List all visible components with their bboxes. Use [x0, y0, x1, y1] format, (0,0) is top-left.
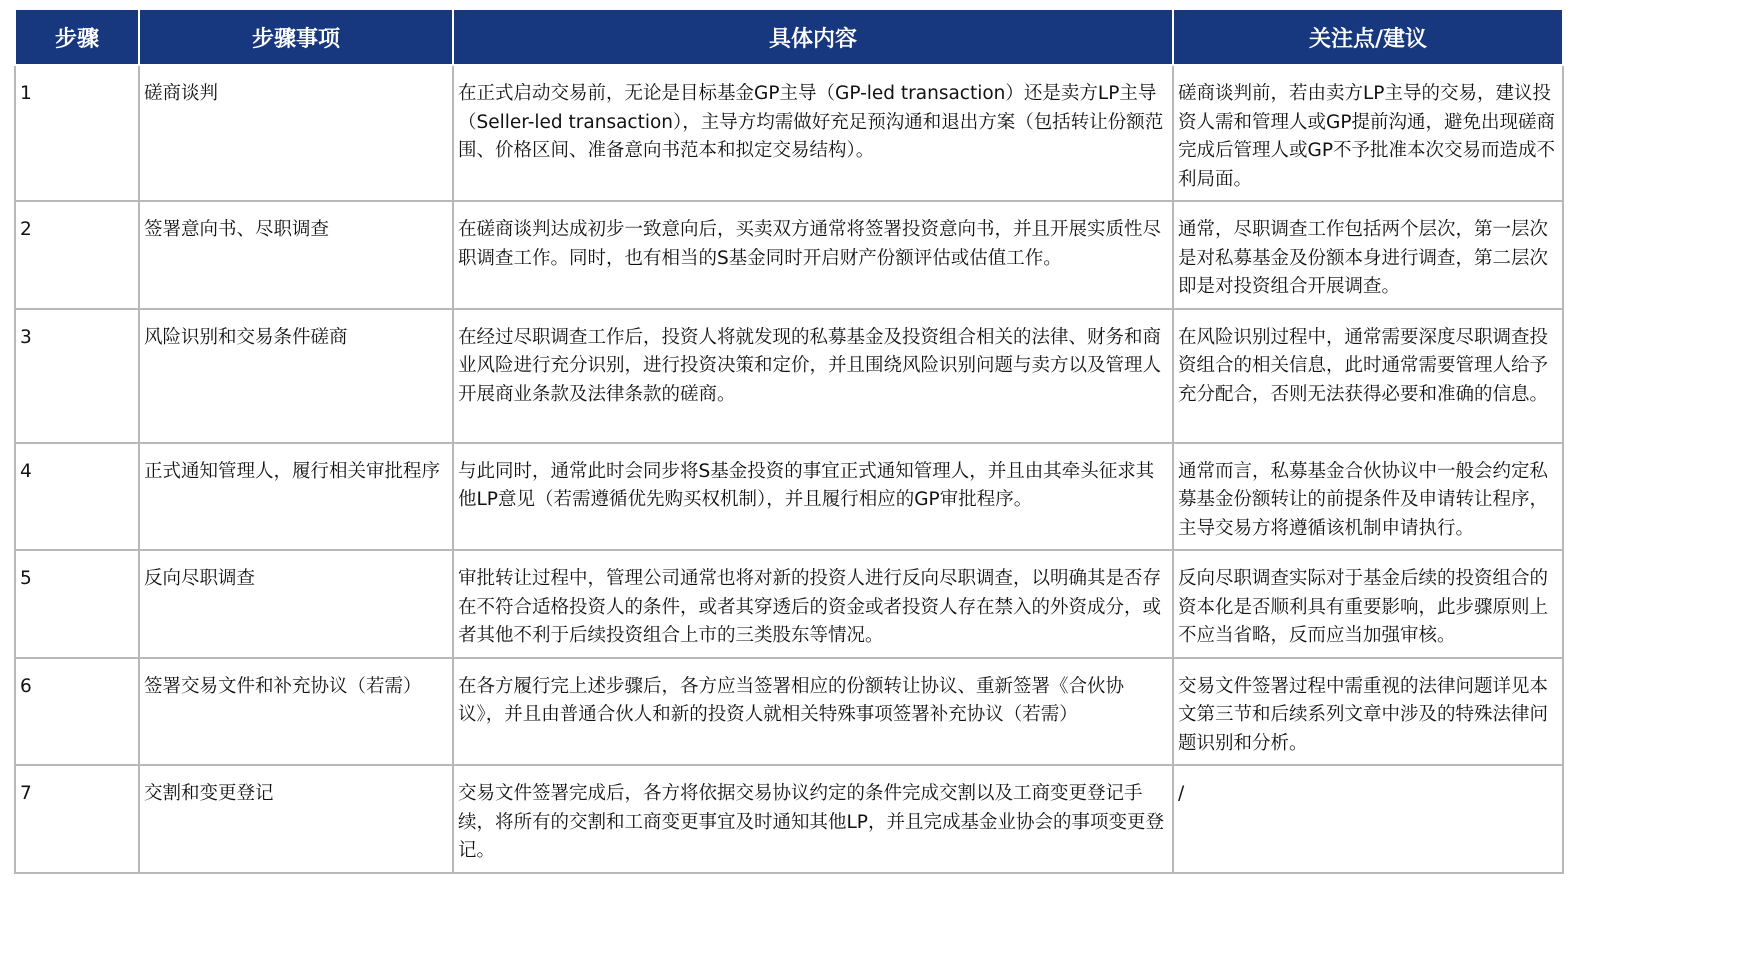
step-number-cell: 4 [15, 443, 139, 551]
step-advice-cell: 反向尽职调查实际对于基金后续的投资组合的资本化是否顺利具有重要影响，此步骤原则上不应当省略，反而应当加强审核。 [1173, 550, 1563, 658]
step-item-cell: 反向尽职调查 [139, 550, 453, 658]
step-item-cell: 磋商谈判 [139, 65, 453, 201]
table-row [15, 658, 1563, 766]
step-advice-cell: 在风险识别过程中，通常需要深度尽职调查投资组合的相关信息，此时通常需要管理人给予充分配合，否则无法获得必要和准确的信息。 [1173, 309, 1563, 443]
step-content-cell: 审批转让过程中，管理公司通常也将对新的投资人进行反向尽职调查，以明确其是否存在不符合适格投资人的条件，或者其穿透后的资金或者投资人存在禁入的外资成分，或者其他不利于后续投资组合上市的三类股东等情况。 [453, 550, 1173, 658]
step-content-cell: 在磋商谈判达成初步一致意向后，买卖双方通常将签署投资意向书，并且开展实质性尽职调查工作。同时，也有相当的S基金同时开启财产份额评估或估值工作。 [453, 201, 1173, 309]
step-number-cell: 3 [15, 309, 139, 443]
header-advice: 关注点/建议 [1173, 9, 1563, 65]
step-item-cell: 风险识别和交易条件磋商 [139, 309, 453, 443]
step-content-cell: 在正式启动交易前，无论是目标基金GP主导（GP-led transaction）还是卖方LP主导（Seller-led transaction），主导方均需做好充足预沟通和退出方案（包括转让份额范围、价格区间、准备意向书范本和拟定交易结构）。 [453, 65, 1173, 201]
header-item: 步骤事项 [139, 9, 453, 65]
table-header [15, 9, 1563, 65]
step-number-cell: 7 [15, 765, 139, 873]
table-row [15, 201, 1563, 309]
step-number-cell: 6 [15, 658, 139, 766]
step-advice-cell: 磋商谈判前，若由卖方LP主导的交易，建议投资人需和管理人或GP提前沟通，避免出现磋商完成后管理人或GP不予批准本次交易而造成不利局面。 [1173, 65, 1563, 201]
step-content-cell: 在各方履行完上述步骤后，各方应当签署相应的份额转让协议、重新签署《合伙协议》，并且由普通合伙人和新的投资人就相关特殊事项签署补充协议（若需） [453, 658, 1173, 766]
step-number-cell: 5 [15, 550, 139, 658]
table-body [15, 65, 1563, 873]
header-step: 步骤 [15, 9, 139, 65]
table-row [15, 65, 1563, 201]
step-content-cell: 在经过尽职调查工作后，投资人将就发现的私募基金及投资组合相关的法律、财务和商业风险进行充分识别，进行投资决策和定价，并且围绕风险识别问题与卖方以及管理人开展商业条款及法律条款的磋商。 [453, 309, 1173, 443]
step-advice-cell: 通常，尽职调查工作包括两个层次，第一层次是对私募基金及份额本身进行调查，第二层次即是对投资组合开展调查。 [1173, 201, 1563, 309]
step-item-cell: 正式通知管理人，履行相关审批程序 [139, 443, 453, 551]
step-advice-cell: 交易文件签署过程中需重视的法律问题详见本文第三节和后续系列文章中涉及的特殊法律问题识别和分析。 [1173, 658, 1563, 766]
step-content-cell: 交易文件签署完成后，各方将依据交易协议约定的条件完成交割以及工商变更登记手续，将所有的交割和工商变更事宜及时通知其他LP，并且完成基金业协会的事项变更登记。 [453, 765, 1173, 873]
steps-table [14, 8, 1564, 874]
step-number-cell: 2 [15, 201, 139, 309]
step-item-cell: 签署意向书、尽职调查 [139, 201, 453, 309]
step-advice-cell: / [1173, 765, 1563, 873]
table-row [15, 309, 1563, 443]
step-item-cell: 签署交易文件和补充协议（若需） [139, 658, 453, 766]
table-row [15, 550, 1563, 658]
table-row [15, 765, 1563, 873]
step-number-cell: 1 [15, 65, 139, 201]
step-content-cell: 与此同时，通常此时会同步将S基金投资的事宜正式通知管理人，并且由其牵头征求其他LP意见（若需遵循优先购买权机制），并且履行相应的GP审批程序。 [453, 443, 1173, 551]
header-row [15, 9, 1563, 65]
header-content: 具体内容 [453, 9, 1173, 65]
step-advice-cell: 通常而言，私募基金合伙协议中一般会约定私募基金份额转让的前提条件及申请转让程序，主导交易方将遵循该机制申请执行。 [1173, 443, 1563, 551]
table-row [15, 443, 1563, 551]
step-item-cell: 交割和变更登记 [139, 765, 453, 873]
